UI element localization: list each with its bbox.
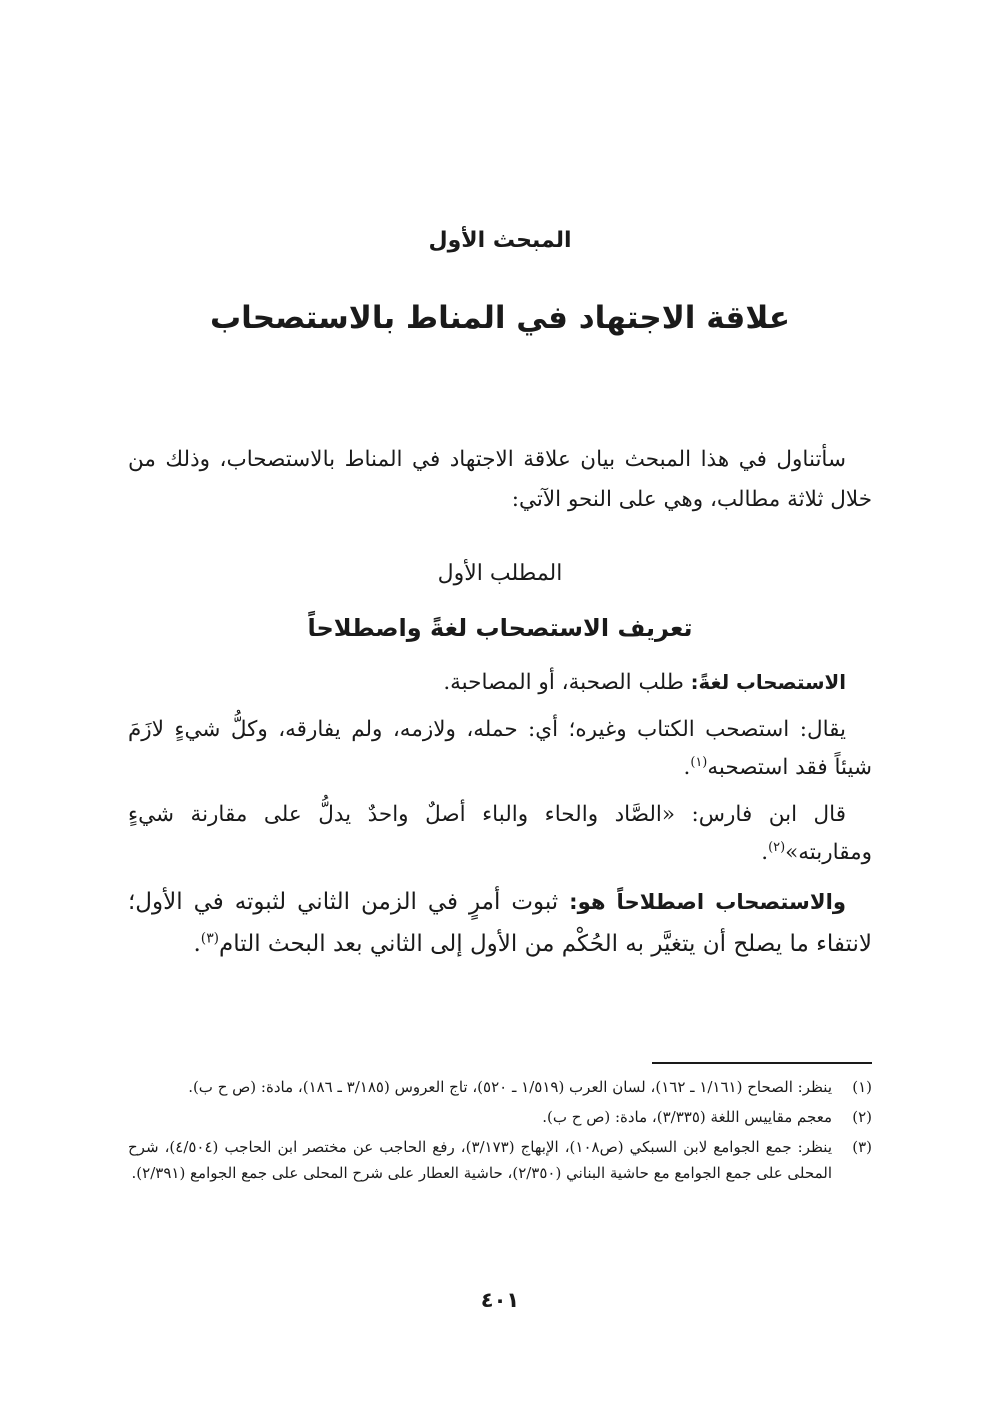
paragraph-text: قال ابن فارس: «الصَّاد والحاء والباء أصلٌ واحدٌ يدلُّ على مقارنة شيءٍ ومقاربته» [128, 802, 872, 865]
main-content [128, 664, 872, 974]
paragraph-linguistic-definition [128, 664, 872, 702]
footnote-text: ينظر: جمع الجوامع لابن السبكي (ص١٠٨)، الإبهاج (٣/١٧٣)، رفع الحاجب عن مختصر ابن الحاجب (٤/٥٠٤)، شرح المحلى على جمع الجوامع مع حاشية البناني (٢/٣٥٠)، حاشية العطار على شرح المحلى على جمع الجوامع (٢/٣٩١). [128, 1138, 832, 1182]
footnote-divider [652, 1062, 872, 1064]
term-technical: والاستصحاب اصطلاحاً هو: [569, 889, 847, 914]
footnote-ref-1[interactable]: (١) [690, 754, 708, 770]
paragraph-end: . [761, 840, 769, 865]
term-linguistic: الاستصحاب لغةً: [690, 671, 846, 694]
paragraph-technical-definition [128, 881, 872, 965]
footnote-number: (٣) [852, 1138, 872, 1156]
paragraph-ibn-faris-quote [128, 796, 872, 872]
footnote-number: (٢) [852, 1108, 872, 1126]
intro-text: سأتناول في هذا المبحث بيان علاقة الاجتهاد في المناط بالاستصحاب، وذلك من خلال ثلاثة مطالب، وهي على النحو الآتي: [128, 447, 872, 512]
footnote-ref-2[interactable]: (٢) [768, 839, 786, 855]
footnotes [128, 1074, 872, 1190]
subsection-label: المطلب الأول [437, 561, 563, 586]
footnote-text: معجم مقاييس اللغة (٣/٣٣٥)، مادة: (ص ح ب). [542, 1108, 832, 1126]
paragraph-text: طلب الصحبة، أو المصاحبة. [443, 670, 691, 695]
footnote-number: (١) [852, 1078, 872, 1096]
subsection-title: تعريف الاستصحاب لغةً واصطلاحاً [307, 614, 693, 642]
paragraph-text: ثبوت أمرٍ في الزمن الثاني لثبوته في الأول؛ لانتفاء ما يصلح أن يتغيَّر به الحُكْم من الأول إلى الثاني بعد البحث التام [128, 889, 872, 957]
paragraph-end: . [193, 931, 201, 957]
section-title: علاقة الاجتهاد في المناط بالاستصحاب [209, 300, 791, 336]
footnote-item [128, 1134, 872, 1186]
section-label: المبحث الأول [428, 228, 572, 253]
footnote-item [128, 1104, 872, 1130]
intro-paragraph [128, 440, 872, 520]
paragraph-usage [128, 711, 872, 787]
footnote-text: ينظر: الصحاح (١/١٦١ ـ ١٦٢)، لسان العرب (١/٥١٩ ـ ٥٢٠)، تاج العروس (٣/١٨٥ ـ ١٨٦)، مادة: (ص ح ب). [188, 1078, 832, 1096]
paragraph-end: . [683, 755, 691, 780]
paragraph-text: يقال: استصحب الكتاب وغيره؛ أي: حمله، ولازمه، ولم يفارقه، وكلُّ شيءٍ لازَمَ شيئاً فقد استصحبه [128, 717, 872, 780]
footnote-ref-3[interactable]: (٣) [200, 930, 219, 947]
footnote-item [128, 1074, 872, 1100]
page-number: ٤٠١ [480, 1288, 520, 1312]
